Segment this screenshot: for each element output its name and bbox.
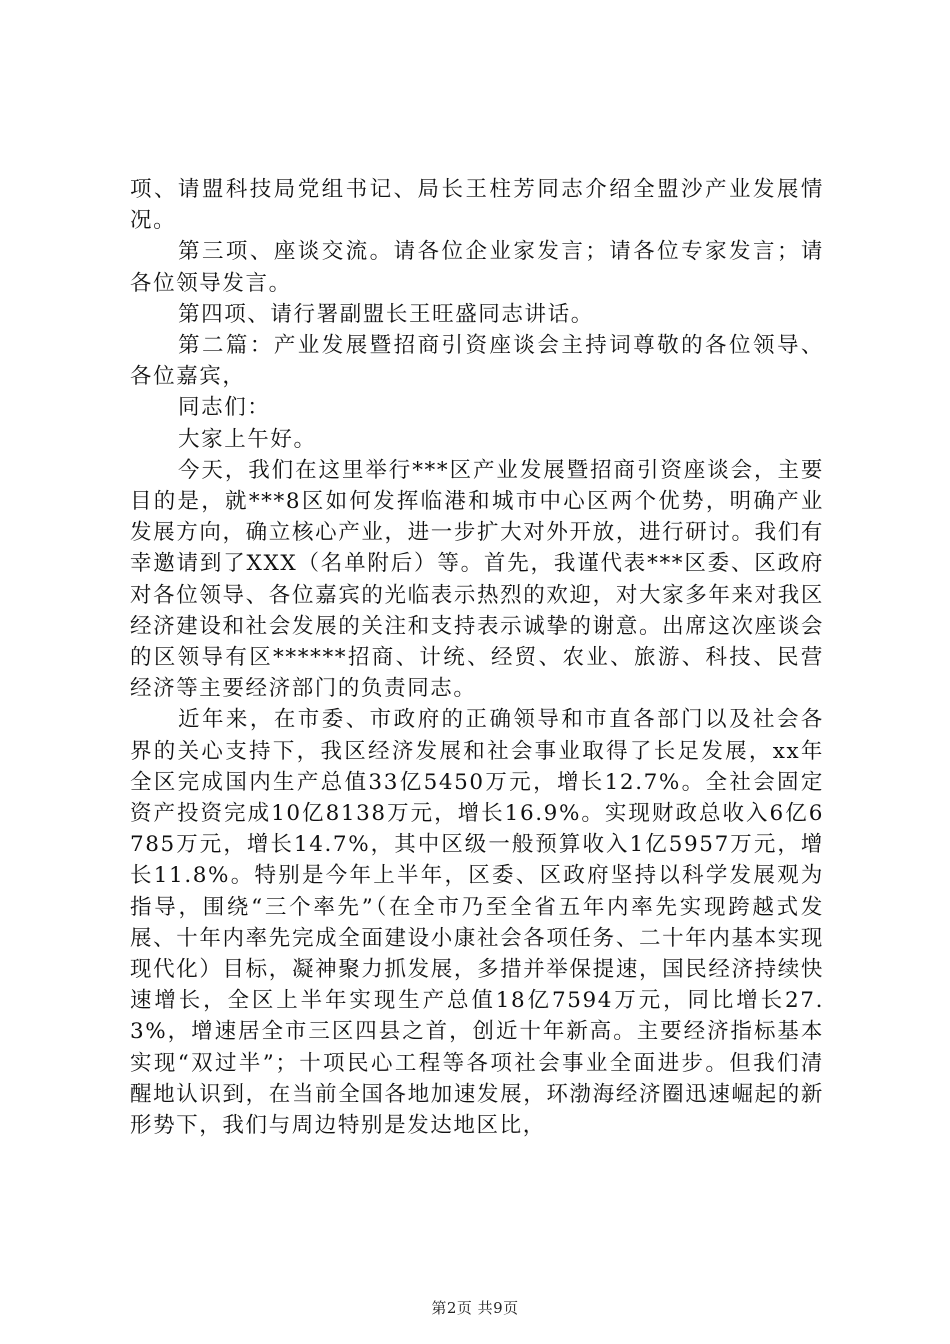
page-number-footer: 第2页 共9页 xyxy=(431,1299,519,1317)
paragraph-6: 大家上午好。 xyxy=(178,426,317,452)
paragraph-3: 第四项、请行署副盟长王旺盛同志讲话。 xyxy=(178,301,594,327)
paragraph-8: 近年来，在市委、市政府的正确领导和市直各部门以及社会各界的关心支持下，我区经济发展和社会事业取得了长足发展，xx年全区完成国内生产总值33亿5450万元，增长12.7%。全社会固定资产投资完成10亿8138万元，增长16.9%。实现财政总收入6亿6785万元，增长14.7%，其中区级一般预算收入1亿5957万元，增长11.8%。特别是今年上半年，区委、区政府坚持以科学发展观为指导，围绕“三个率先”（在全市乃至全省五年内率先实现跨越式发展、十年内率先完成全面建设小康社会各项任务、二十年内基本实现现代化）目标，凝神聚力抓发展，多措并举保提速，国民经济持续快速增长，全区上半年实现生产总值18亿7594万元，同比增长27.3%，增速居全市三区四县之首，创近十年新高。主要经济指标基本实现“双过半”；十项民心工程等各项社会事业全面进步。但我们清醒地认识到，在当前全国各地加速发展，环渤海经济圈迅速崛起的新形势下，我们与周边特别是发达地区比， xyxy=(130,707,824,1139)
paragraph-5: 同志们： xyxy=(178,395,271,421)
paragraph-4: 第二篇：产业发展暨招商引资座谈会主持词尊敬的各位领导、各位嘉宾， xyxy=(130,333,824,390)
document-body xyxy=(130,174,824,1141)
paragraph-7: 今天，我们在这里举行***区产业发展暨招商引资座谈会，主要目的是，就***8区如何发挥临港和城市中心区两个优势，明确产业发展方向，确立核心产业，进一步扩大对外开放，进行研讨。我们有幸邀请到了XXX（名单附后）等。首先，我谨代表***区委、区政府对各位领导、各位嘉宾的光临表示热烈的欢迎，对大家多年来对我区经济建设和社会发展的关注和支持表示诚挚的谢意。出席这次座谈会的区领导有区******招商、计统、经贸、农业、旅游、科技、民营经济等主要经济部门的负责同志。 xyxy=(130,457,824,702)
paragraph-2: 第三项、座谈交流。请各位企业家发言；请各位专家发言；请各位领导发言。 xyxy=(130,239,824,296)
paragraph-1: 项、请盟科技局党组书记、局长王柱芳同志介绍全盟沙产业发展情况。 xyxy=(130,177,824,234)
